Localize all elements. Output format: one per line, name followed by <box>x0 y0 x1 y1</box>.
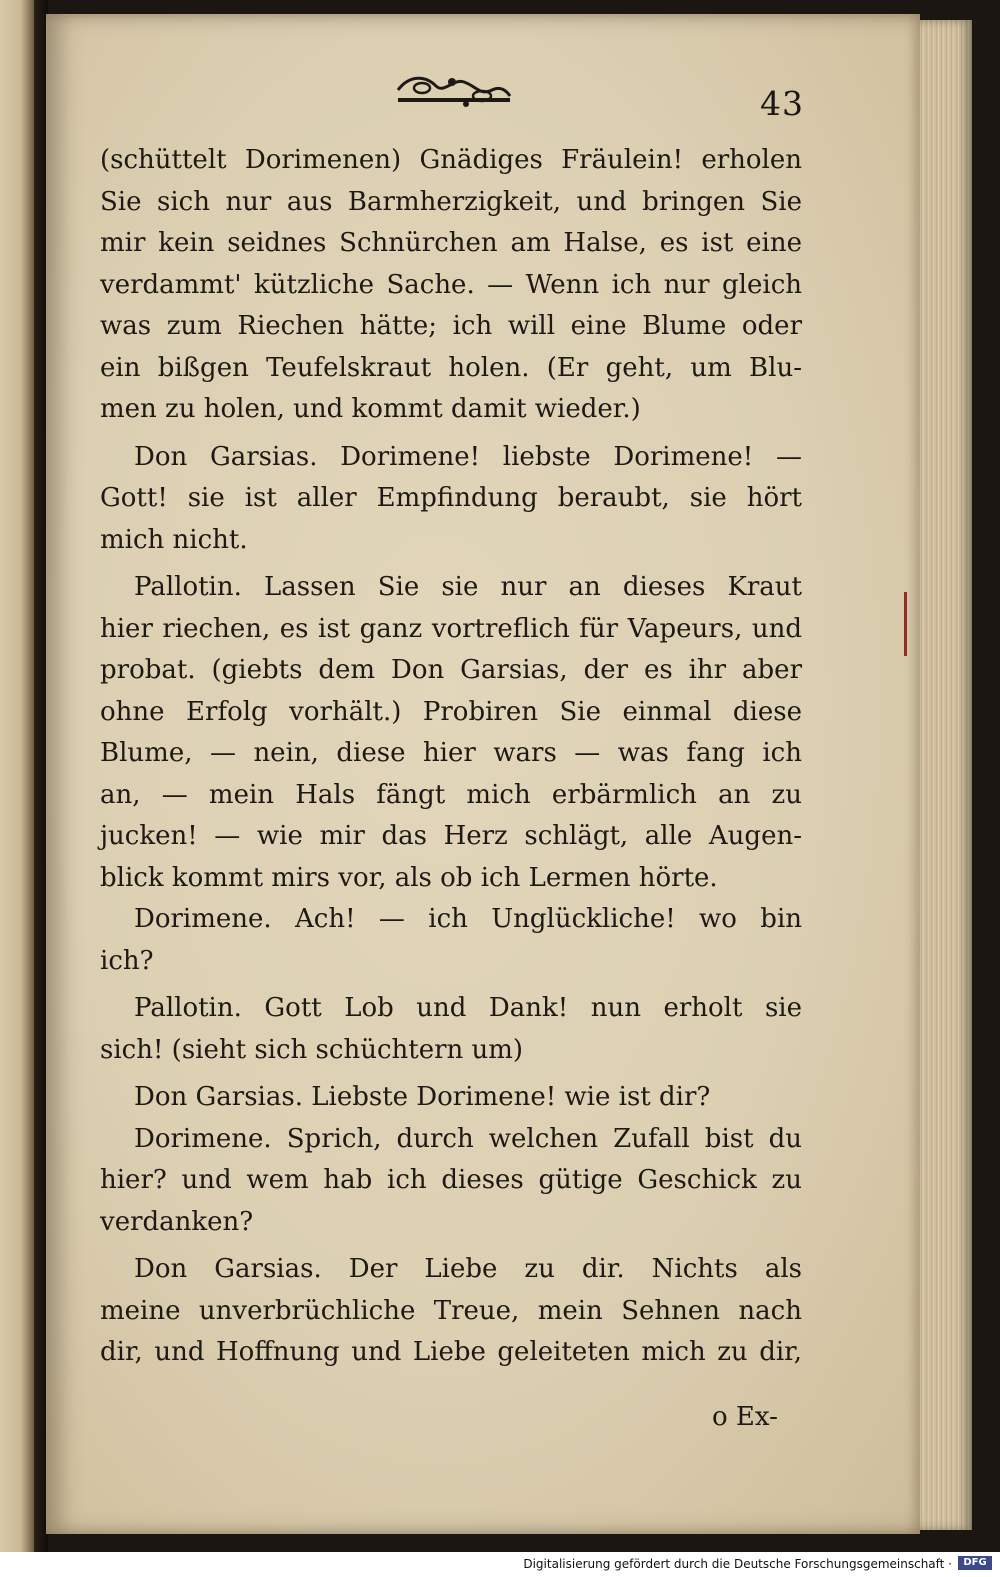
text-line: men zu holen, und kommt damit wieder.) <box>100 394 641 424</box>
text-line: mir kein seidnes Schnürchen am Halse, es ist eine <box>100 228 802 258</box>
text-line: ohne Erfolg vorhält.) Probiren Sie einmal diese <box>100 696 802 727</box>
text-line: ein bißgen Teufelskraut holen. (Er geht, um Blu- <box>100 352 802 383</box>
text-line: probat. (giebts dem Don Garsias, der es ihr aber <box>100 655 802 685</box>
text-line: mich nicht. <box>100 524 248 555</box>
red-ribbon-mark <box>904 592 907 656</box>
text-line: an, — mein Hals fängt mich erbärmlich an zu <box>100 779 802 810</box>
catchword: o Ex- <box>712 1402 778 1432</box>
text-line: was zum Riechen hätte; ich will eine Blume oder <box>100 311 802 341</box>
speaker-line: Dorimene. Sprich, durch welchen Zufall bist du <box>134 1123 802 1154</box>
text-line: (schüttelt Dorimenen) Gnädiges Fräulein! erholen <box>100 145 802 175</box>
dfg-logo-icon: DFG <box>958 1556 992 1570</box>
text-line: meine unverbrüchliche Treue, mein Sehnen nach <box>100 1295 802 1326</box>
speaker-line: Don Garsias. Liebste Dorimene! wie ist dir? <box>134 1082 711 1112</box>
text-line: sich! (sieht sich schüchtern um) <box>100 1034 524 1065</box>
footer-credit: Digitalisierung gefördert durch die Deutsche Forschungsgemeinschaft · <box>523 1557 952 1571</box>
text-line: dir, und Hoffnung und Liebe geleiteten mich zu dir, <box>100 1337 802 1367</box>
body-text <box>100 140 802 1374</box>
page-number: 43 <box>760 84 804 123</box>
text-line: ich? <box>100 945 154 976</box>
text-line: Blume, — nein, diese hier wars — was fang ich <box>100 738 802 768</box>
text-line: verdammt' kützliche Sache. — Wenn ich nur gleich <box>100 269 802 300</box>
speaker-line: Don Garsias. Der Liebe zu dir. Nichts als <box>134 1254 802 1284</box>
speaker-line: Dorimene. Ach! — ich Unglückliche! wo bin <box>134 904 802 934</box>
ornament-vignette-icon <box>392 66 516 110</box>
text-line: hier riechen, es ist ganz vortreflich für Vapeurs, und <box>100 613 802 644</box>
text-line: jucken! — wie mir das Herz schlägt, alle Augen- <box>100 821 802 851</box>
speaker-line: Pallotin. Gott Lob und Dank! nun erholt sie <box>134 993 802 1023</box>
left-page-edge <box>0 0 36 1577</box>
text-line: Sie sich nur aus Barmherzigkeit, und bringen Sie <box>100 186 802 217</box>
text-line: hier? und wem hab ich dieses gütige Geschick zu <box>100 1165 802 1195</box>
speaker-line: Pallotin. Lassen Sie sie nur an dieses Kraut <box>134 572 802 602</box>
text-line: Gott! sie ist aller Empfindung beraubt, sie hört <box>100 483 802 513</box>
text-line: blick kommt mirs vor, als ob ich Lermen hörte. <box>100 862 718 893</box>
speaker-line: Don Garsias. Dorimene! liebste Dorimene! — <box>134 441 802 472</box>
text-line: verdanken? <box>100 1206 254 1237</box>
